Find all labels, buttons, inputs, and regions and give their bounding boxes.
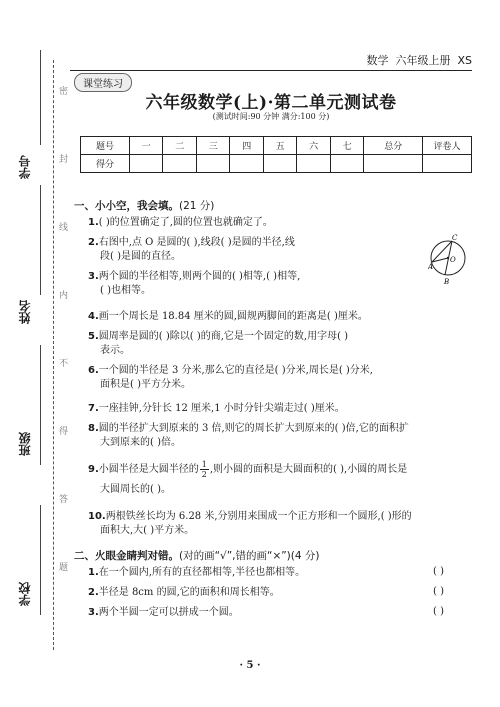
question-text: 面积大,大( )平方米。 [100,525,195,536]
question-7 [88,402,468,416]
table-cell: 四 [230,137,263,155]
score-cell[interactable] [423,155,472,173]
seal-char: 密 [57,86,67,95]
answer-bracket[interactable]: ( ) [433,566,444,577]
label-name: 姓名 [18,300,32,324]
seal-char: 线 [57,222,67,231]
binding-dashed-line [53,60,54,650]
header-book-info [366,52,472,68]
page-subtitle: (测试时间:90 分钟 满分:100 分) [212,112,330,121]
label-b: B [444,278,450,286]
score-table [80,136,472,173]
circle-diagram [428,232,468,288]
page-title: 六年级数学(上)·第二单元测试卷 [145,93,397,113]
table-cell: 题号 [81,137,130,155]
question-text: 两个圆的半径相等,则两个圆的( )相等,( )相等, [98,271,301,282]
question-text: 画一个周长是 18.84 厘米的圆,圆规两脚间的距离是( )厘米。 [98,311,368,322]
score-cell[interactable] [196,155,229,173]
section-title-text: 二、火眼金睛判对错。 [74,550,179,562]
field-line [40,185,41,295]
header-rule [70,70,472,71]
question-text: 表示。 [100,345,130,356]
question-text: 圆周率是圆的( )除以( )的商,它是一个固定的数,用字母( ) [98,331,349,342]
score-cell[interactable] [297,155,330,173]
table-cell: 得分 [81,155,130,173]
question-6 [88,364,468,392]
answer-bracket[interactable]: ( ) [433,586,444,597]
label-class: 班级 [18,432,32,456]
question-text: ,则小圆的面积是大圆面积的( ),小圆的周长是 [209,464,408,475]
label-student-id: 学号 [18,155,32,179]
tf-question-2 [88,586,468,600]
seal-char: 内 [57,290,67,299]
question-text: ( )的位置确定了,圆的位置也就确定了。 [98,217,273,228]
question-number: 7. [88,403,99,414]
question-text: 大圆周长的( )。 [100,484,171,495]
question-5 [88,330,468,358]
seal-char: 得 [57,426,67,435]
tf-question-1 [88,566,468,580]
page-number: · 5 · [239,660,261,671]
binding-margin [0,0,67,707]
question-number: 10. [88,511,106,522]
question-text: 一个圆的半径是 3 分米,那么它的直径是( )分米,周长是( )分米, [98,365,373,376]
seal-char: 答 [57,494,67,503]
table-cell: 三 [196,137,229,155]
tf-question-3 [88,606,468,620]
question-number: 3. [88,607,99,618]
table-cell: 五 [263,137,296,155]
question-text: 面积是( )平方分米。 [100,379,191,390]
answer-bracket[interactable]: ( ) [433,606,444,617]
label-o: O [450,256,456,264]
question-number: 2. [88,587,99,598]
question-9 [88,460,468,501]
score-cell[interactable] [364,155,423,173]
question-text: 半径是 8cm 的圆,它的面积和周长相等。 [98,587,280,598]
question-3 [88,270,468,298]
field-line [40,50,41,145]
header-subject: 数学 [366,54,389,67]
fraction-numerator: 1 [201,460,207,469]
section-title-text: 一、小小空，我会填。 [74,200,179,212]
question-text: 右图中,点 O 是圆的( ),线段( )是圆的半径,线 [98,237,295,248]
section-1-title [74,198,214,213]
table-row [81,137,472,155]
question-4 [88,310,468,324]
question-number: 4. [88,311,99,322]
score-cell[interactable] [230,155,263,173]
score-cell[interactable] [163,155,196,173]
table-cell: 一 [130,137,163,155]
question-1 [88,216,468,230]
table-cell: 六 [297,137,330,155]
question-text: 在一个圆内,所有的直径都相等,半径也都相等。 [98,567,306,578]
field-line [40,505,41,615]
table-cell: 二 [163,137,196,155]
question-number: 1. [88,567,99,578]
question-10 [88,510,468,538]
table-row [81,155,472,173]
seal-char: 题 [57,562,67,571]
question-number: 8. [88,423,99,434]
table-cell: 评卷人 [423,137,472,155]
question-number: 9. [88,464,99,475]
label-a: A [428,263,434,271]
question-number: 6. [88,365,99,376]
question-8 [88,422,468,450]
question-text: 两根铁丝长均为 6.28 米,分别用来围成一个正方形和一个圆形,( )形的 [105,511,412,522]
practice-badge: 课堂练习 [74,73,132,92]
question-number: 5. [88,331,99,342]
header-grade: 六年级上册 [395,54,451,67]
section-points: (对的画“√”,错的画“×”)(4 分) [179,550,320,562]
seal-char: 不 [57,358,67,367]
question-number: 2. [88,237,99,248]
question-number: 3. [88,271,99,282]
chord-line [432,241,452,262]
header-edition: XS [457,54,472,67]
label-c: C [452,234,458,242]
fraction [200,460,209,479]
question-text: 段( )是圆的直径。 [100,251,181,262]
table-cell: 总分 [364,137,423,155]
question-text: 两个半圆一定可以拼成一个圆。 [98,607,239,618]
section-points: (21 分) [179,200,215,212]
question-text: 小圆半径是大圆半径的 [98,464,199,475]
question-text: ( )也相等。 [100,285,151,296]
question-number: 1. [88,217,99,228]
question-text: 一座挂钟,分针长 12 厘米,1 小时分针尖端走过( )厘米。 [98,403,345,414]
score-cell[interactable] [263,155,296,173]
question-text: 圆的半径扩大到原来的 3 倍,则它的周长扩大到原来的( )倍,它的面积扩 [98,423,409,434]
score-cell[interactable] [330,155,363,173]
label-school: 学校 [18,582,32,606]
seal-char: 封 [57,154,67,163]
question-2 [88,236,468,264]
section-2-title [74,548,320,563]
field-line [40,345,41,465]
fraction-denominator: 2 [201,470,207,479]
table-cell: 七 [330,137,363,155]
question-text: 大到原来的( )倍。 [100,437,181,448]
center-point [447,257,449,259]
score-cell[interactable] [130,155,163,173]
